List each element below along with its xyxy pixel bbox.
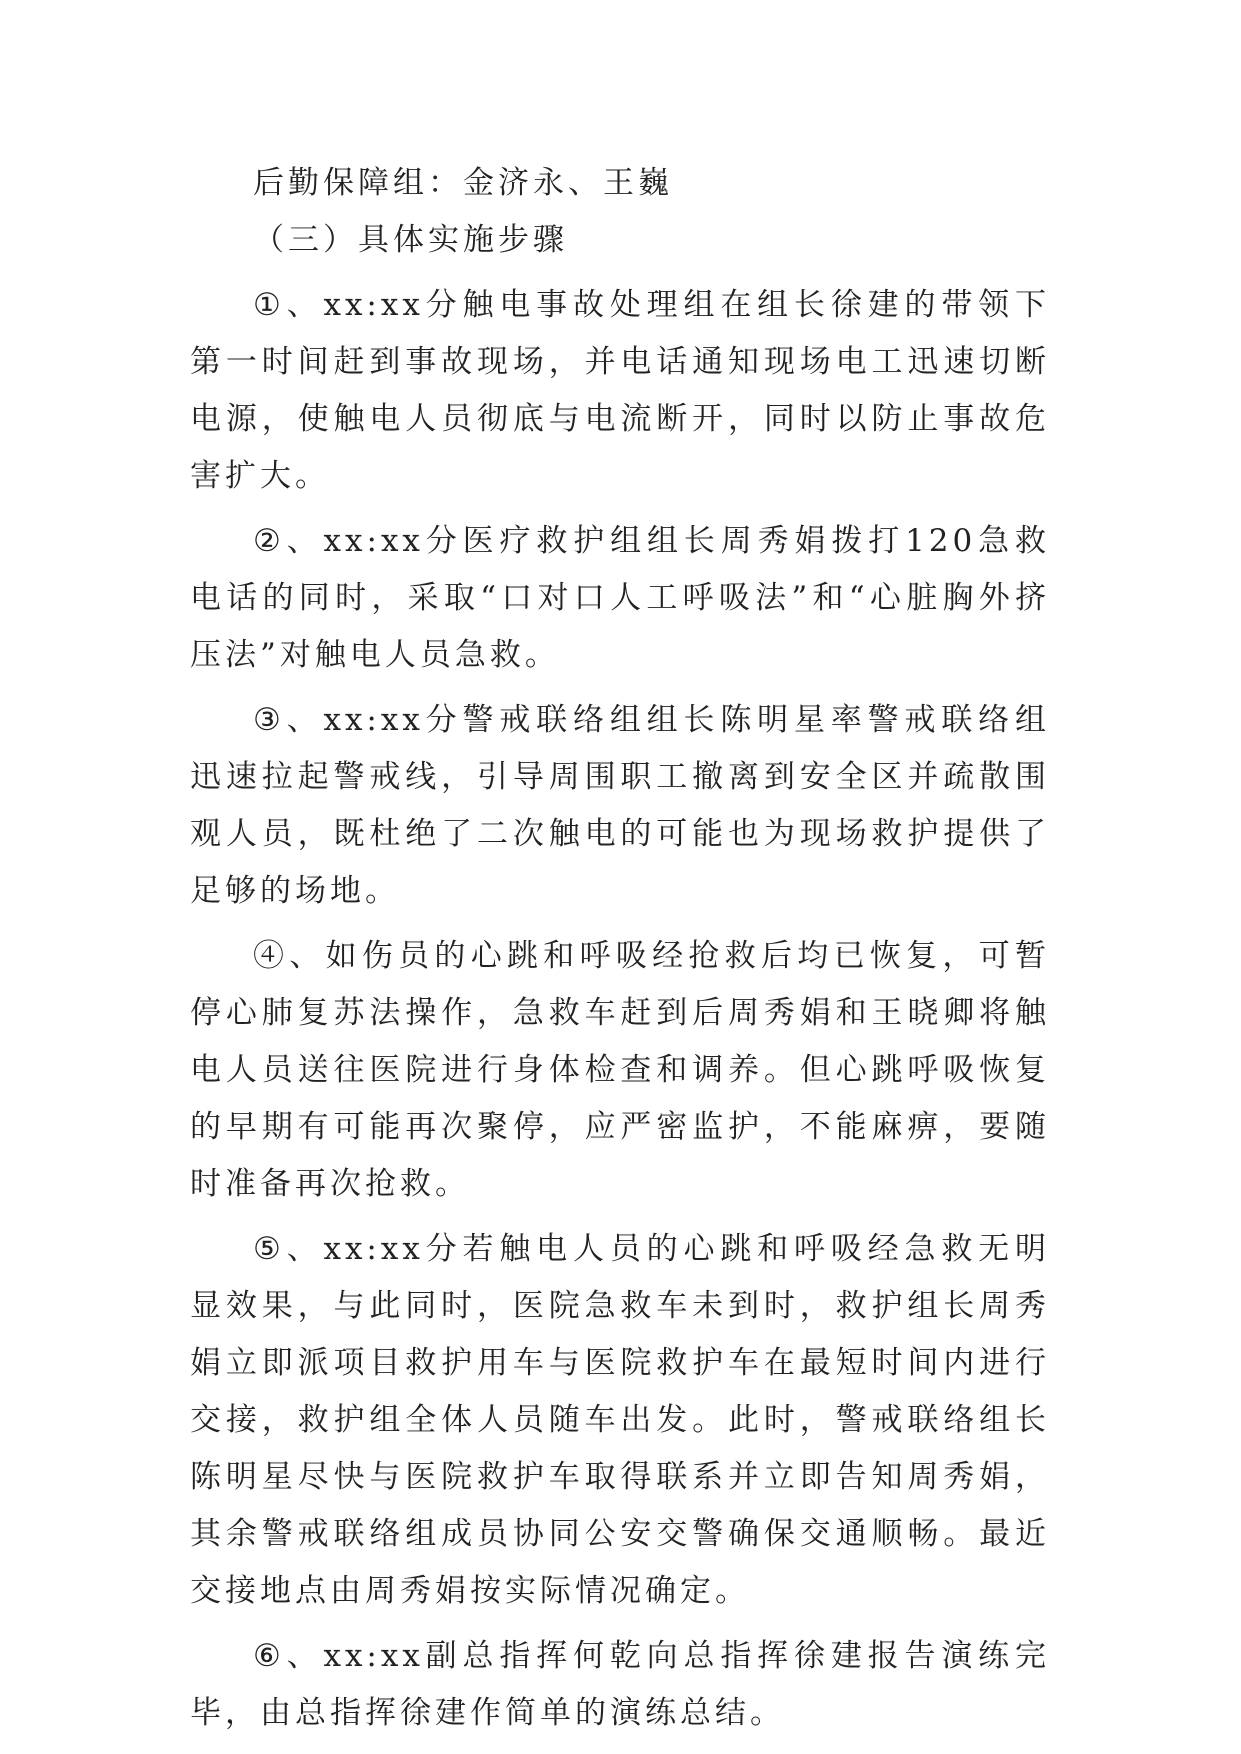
step-2-paragraph: ②、xx:xx分医疗救护组组长周秀娟拨打120急救电话的同时，采取“口对口人工呼吸法”和“心脏胸外挤压法”对触电人员急救。 [190,523,1050,673]
document-body [190,155,1050,1742]
section-heading-implementation-steps: （三）具体实施步骤 [253,222,568,258]
step-5-paragraph: ⑤、xx:xx分若触电人员的心跳和呼吸经急救无明显效果，与此同时，医院急救车未到时，救护组长周秀娟立即派项目救护用车与医院救护车在最短时间内进行交接，救护组全体人员随车出发。此时，警戒联络组长陈明星尽快与医院救护车取得联系并立即告知周秀娟，其余警戒联络组成员协同公安交警确保交通顺畅。最近交接地点由周秀娟按实际情况确定。 [190,1231,1050,1609]
step-3-paragraph: ③、xx:xx分警戒联络组组长陈明星率警戒联络组迅速拉起警戒线，引导周围职工撤离到安全区并疏散围观人员，既杜绝了二次触电的可能也为现场救护提供了足够的场地。 [190,702,1050,909]
step-6-paragraph: ⑥、xx:xx副总指挥何乾向总指挥徐建报告演练完毕，由总指挥徐建作简单的演练总结。 [190,1638,1050,1731]
step-1-paragraph: ①、xx:xx分触电事故处理组在组长徐建的带领下第一时间赶到事故现场，并电话通知现场电工迅速切断电源，使触电人员彻底与电流断开，同时以防止事故危害扩大。 [190,287,1050,494]
step-4-paragraph: ④、如伤员的心跳和呼吸经抢救后均已恢复，可暂停心肺复苏法操作，急救车赶到后周秀娟和王晓卿将触电人员送往医院进行身体检查和调养。但心跳呼吸恢复的早期有可能再次聚停，应严密监护，不能麻痹，要随时准备再次抢救。 [190,938,1050,1202]
logistics-group-line: 后勤保障组：金济永、王巍 [253,165,673,201]
